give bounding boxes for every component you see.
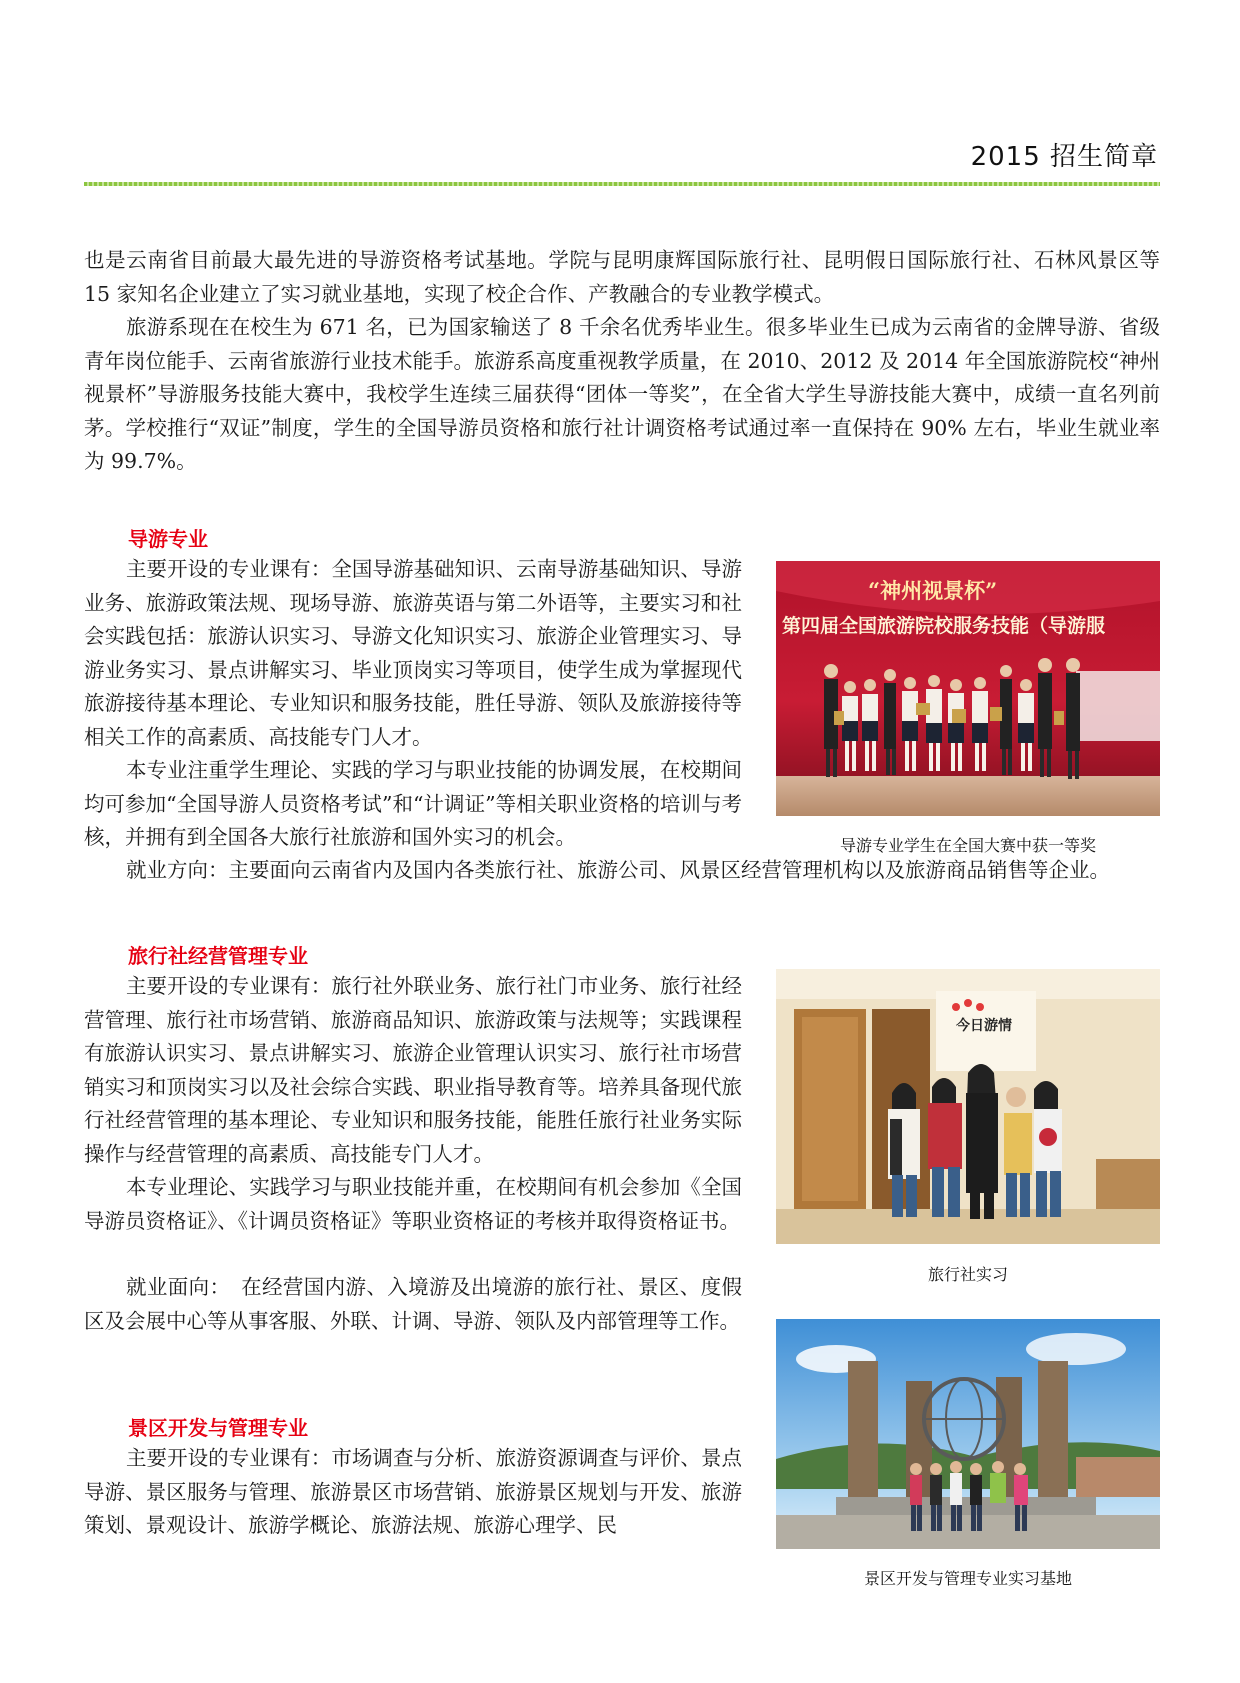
page-title: 2015 招生简章 — [970, 142, 1158, 172]
scenic-photo-caption: 景区开发与管理专业实习基地 — [863, 1569, 1072, 1588]
award-ceremony-photo — [776, 561, 1160, 816]
scenic-area-monument-illustration — [776, 1319, 1160, 1549]
intro-paragraph-1: 也是云南省目前最大最先进的导游资格考试基地。学院与昆明康辉国际旅行社、昆明假日国际旅行社、石林风景区等 15 家知名企业建立了实习就业基地，实现了校企合作、产教融合的专业教学模式。 — [84, 248, 1160, 306]
section-heading-scenic-area: 景区开发与管理专业 — [128, 1416, 308, 1440]
header-divider — [84, 182, 1160, 186]
travel-agency-employment-paragraph: 就业面向： 在经营国内游、入境游及出境游的旅行社、景区、度假区及会展中心等从事客服、外联、计调、导游、领队及内部管理等工作。 — [84, 1275, 742, 1333]
travel-agency-office-illustration — [776, 969, 1160, 1244]
tour-guide-skills-paragraph: 本专业注重学生理论、实践的学习与职业技能的协调发展，在校期间均可参加“全国导游人员资格考试”和“计调证”等相关职业资格的培训与考核，并拥有到全国各大旅行社旅游和国外实习的机会。 — [84, 758, 742, 849]
office-sign-text: 今日游情 — [956, 1018, 1012, 1034]
scenic-area-courses-paragraph: 主要开设的专业课有：市场调查与分析、旅游资源调查与评价、景点导游、景区服务与管理、旅游景区市场营销、旅游景区规划与开发、旅游策划、景观设计、旅游学概论、旅游法规、旅游心理学、民 — [84, 1446, 742, 1537]
travel-agency-internship-photo — [776, 969, 1160, 1244]
banner-competition-title: 第四届全国旅游院校服务技能（导游服 — [782, 615, 1106, 637]
section-heading-travel-agency: 旅行社经营管理专业 — [128, 944, 308, 968]
tour-guide-employment-paragraph: 就业方向：主要面向云南省内及国内各类旅行社、旅游公司、风景区经营管理机构以及旅游商品销售等企业。 — [126, 858, 1110, 882]
scenic-area-base-photo — [776, 1319, 1160, 1549]
internship-photo-caption: 旅行社实习 — [927, 1265, 1008, 1284]
travel-agency-courses-paragraph: 主要开设的专业课有：旅行社外联业务、旅行社门市业务、旅行社经营管理、旅行社市场营销、旅游商品知识、旅游政策与法规等；实践课程有旅游认识实习、景点讲解实习、旅游企业管理认识实习、旅行社市场营销实习和顶岗实习以及社会综合实践、职业指导教育等。培养具备现代旅行社经营管理的基本理论、专业知识和服务技能，能胜任旅行社业务实际操作与经营管理的高素质、高技能专门人才。 — [84, 974, 742, 1166]
award-photo-caption: 导游专业学生在全国大赛中获一等奖 — [839, 836, 1096, 855]
tour-guide-courses-paragraph: 主要开设的专业课有：全国导游基础知识、云南导游基础知识、导游业务、旅游政策法规、现场导游、旅游英语与第二外语等，主要实习和社会实践包括：旅游认识实习、导游文化知识实习、旅游企业管理实习、导游业务实习、景点讲解实习、毕业顶岗实习等项目，使学生成为掌握现代旅游接待基本理论、专业知识和服务技能，胜任导游、领队及旅游接待等相关工作的高素质、高技能专门人才。 — [84, 557, 742, 749]
section-heading-tour-guide: 导游专业 — [128, 527, 208, 551]
travel-agency-certificates-paragraph: 本专业理论、实践学习与职业技能并重，在校期间有机会参加《全国导游员资格证》、《计调员资格证》等职业资格证的考核并取得资格证书。 — [84, 1175, 742, 1233]
intro-paragraph-2: 旅游系现在在校生为 671 名，已为国家输送了 8 千余名优秀毕业生。很多毕业生已成为云南省的金牌导游、省级青年岗位能手、云南省旅游行业技术能手。旅游系高度重视教学质量，在 2010、2012 及 2014 年全国旅游院校“神州视景杯”导游服务技能大赛中，我校学生连续三届获得“团体一等奖”，在全省大学生导游技能大赛中，成绩一直名列前茅。学校推行“双证”制度，学生的全国导游员资格和旅行社计调资格考试通过率一直保持在 90% 左右，毕业生就业率为 99.7%。 — [84, 315, 1160, 473]
banner-cup-title: “神州视景杯” — [868, 578, 998, 603]
